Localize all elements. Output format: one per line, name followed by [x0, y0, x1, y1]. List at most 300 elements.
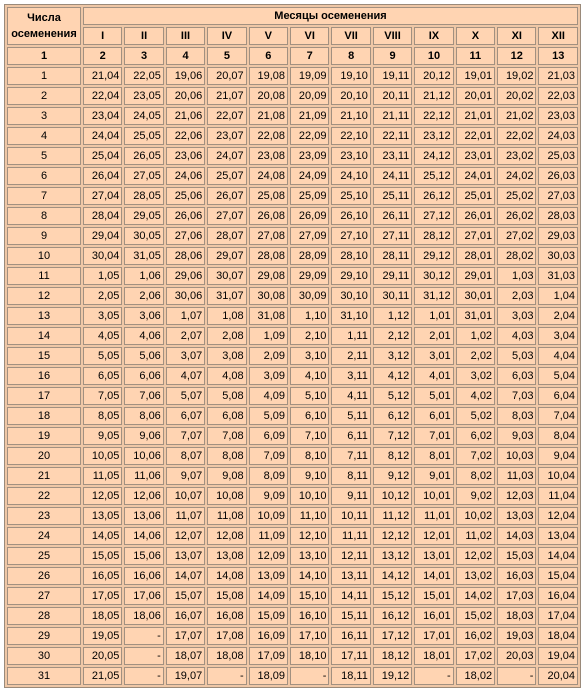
date-cell: 22,05: [124, 67, 163, 85]
date-cell: 28,01: [456, 247, 495, 265]
date-cell: 20,01: [456, 87, 495, 105]
date-cell: 27,07: [207, 207, 246, 225]
date-cell: 21,06: [166, 107, 205, 125]
date-cell: 19,11: [373, 67, 412, 85]
day-number-cell: 14: [7, 327, 81, 345]
date-cell: 25,10: [331, 187, 370, 205]
date-cell: 23,01: [456, 147, 495, 165]
date-cell: 4,05: [83, 327, 122, 345]
date-cell: 10,11: [331, 507, 370, 525]
date-cell: 16,11: [331, 627, 370, 645]
date-cell: 12,01: [414, 527, 453, 545]
date-cell: 5,07: [166, 387, 205, 405]
date-cell: 5,11: [331, 407, 370, 425]
day-number-cell: 6: [7, 167, 81, 185]
table-row: [7, 67, 578, 85]
date-cell: 27,05: [124, 167, 163, 185]
day-number-cell: 26: [7, 567, 81, 585]
day-number-cell: 10: [7, 247, 81, 265]
date-cell: 8,05: [83, 407, 122, 425]
date-cell: 20,12: [414, 67, 453, 85]
date-cell: 20,11: [373, 87, 412, 105]
table-row: [7, 387, 578, 405]
date-cell: 11,11: [331, 527, 370, 545]
day-number-cell: 16: [7, 367, 81, 385]
date-cell: 28,02: [497, 247, 536, 265]
table-row: [7, 567, 578, 585]
date-cell: 15,11: [331, 607, 370, 625]
date-cell: 29,09: [290, 267, 329, 285]
date-cell: 17,04: [538, 607, 578, 625]
date-cell: 21,02: [497, 107, 536, 125]
date-cell: 1,08: [207, 307, 246, 325]
date-cell: 11,12: [373, 507, 412, 525]
date-cell: 20,10: [331, 87, 370, 105]
date-cell: 18,03: [497, 607, 536, 625]
date-cell: 1,03: [497, 267, 536, 285]
date-cell: 26,09: [290, 207, 329, 225]
month-header-cell: XI: [497, 27, 536, 45]
date-cell: 9,05: [83, 427, 122, 445]
date-cell: 29,07: [207, 247, 246, 265]
table-body: [7, 67, 578, 685]
date-cell: 13,09: [249, 567, 288, 585]
table-row: [7, 187, 578, 205]
column-number-cell: 2: [83, 47, 122, 65]
month-header-cell: XII: [538, 27, 578, 45]
date-cell: 21,05: [83, 667, 122, 685]
date-cell: 7,03: [497, 387, 536, 405]
date-cell: 6,10: [290, 407, 329, 425]
date-cell: 5,02: [456, 407, 495, 425]
date-cell: 24,02: [497, 167, 536, 185]
date-cell: 16,12: [373, 607, 412, 625]
day-number-cell: 17: [7, 387, 81, 405]
date-cell: 30,01: [456, 287, 495, 305]
day-number-cell: 12: [7, 287, 81, 305]
date-cell: 9,01: [414, 467, 453, 485]
date-cell: 2,05: [83, 287, 122, 305]
date-cell: 9,04: [538, 447, 578, 465]
date-cell: 8,06: [124, 407, 163, 425]
date-cell: 3,09: [249, 367, 288, 385]
date-cell: 12,08: [207, 527, 246, 545]
date-cell: 29,08: [249, 267, 288, 285]
date-cell: 6,11: [331, 427, 370, 445]
date-cell: 9,03: [497, 427, 536, 445]
date-cell: 30,05: [124, 227, 163, 245]
date-cell: 18,05: [83, 607, 122, 625]
date-cell: 6,03: [497, 367, 536, 385]
date-cell: 14,09: [249, 587, 288, 605]
day-column-header-line1: Числа: [27, 12, 61, 24]
date-cell: 13,05: [83, 507, 122, 525]
date-cell: 15,12: [373, 587, 412, 605]
month-header-cell: VIII: [373, 27, 412, 45]
date-cell: 1,09: [249, 327, 288, 345]
day-number-cell: 22: [7, 487, 81, 505]
table-row: [7, 307, 578, 325]
date-cell: 21,12: [414, 87, 453, 105]
date-cell: 15,01: [414, 587, 453, 605]
date-cell: 28,06: [166, 247, 205, 265]
date-cell: 26,11: [373, 207, 412, 225]
date-cell: 26,02: [497, 207, 536, 225]
date-cell: 5,03: [497, 347, 536, 365]
date-cell: 30,10: [331, 287, 370, 305]
date-cell: 10,10: [290, 487, 329, 505]
date-cell: 26,10: [331, 207, 370, 225]
month-header-cell: IV: [207, 27, 246, 45]
date-cell: 21,03: [538, 67, 578, 85]
date-cell: 21,11: [373, 107, 412, 125]
date-cell: 25,05: [124, 127, 163, 145]
date-cell: 4,02: [456, 387, 495, 405]
date-cell: 6,01: [414, 407, 453, 425]
date-cell: 18,12: [373, 647, 412, 665]
day-number-cell: 15: [7, 347, 81, 365]
date-cell: 17,10: [290, 627, 329, 645]
date-cell: 31,08: [249, 307, 288, 325]
table-row: [7, 267, 578, 285]
table-row: [7, 167, 578, 185]
date-cell: 13,12: [373, 547, 412, 565]
day-number-cell: 25: [7, 547, 81, 565]
date-cell: 23,09: [290, 147, 329, 165]
date-cell: 2,04: [538, 307, 578, 325]
date-cell: 4,04: [538, 347, 578, 365]
date-cell: 20,02: [497, 87, 536, 105]
day-number-cell: 21: [7, 467, 81, 485]
months-header: Месяцы осеменения: [83, 7, 578, 25]
date-cell: 24,09: [290, 167, 329, 185]
date-cell: 14,07: [166, 567, 205, 585]
date-cell: 2,07: [166, 327, 205, 345]
day-number-cell: 31: [7, 667, 81, 685]
date-cell: 14,05: [83, 527, 122, 545]
table-row: [7, 667, 578, 685]
date-cell: 4,11: [331, 387, 370, 405]
date-cell: 18,08: [207, 647, 246, 665]
date-cell: 1,01: [414, 307, 453, 325]
date-cell: 4,12: [373, 367, 412, 385]
date-cell: 10,05: [83, 447, 122, 465]
date-cell: 5,05: [83, 347, 122, 365]
date-cell: 17,02: [456, 647, 495, 665]
date-cell: 17,01: [414, 627, 453, 645]
date-cell: 12,04: [538, 507, 578, 525]
table-row: [7, 347, 578, 365]
date-cell: 28,11: [373, 247, 412, 265]
date-cell: 4,09: [249, 387, 288, 405]
date-cell: 22,11: [373, 127, 412, 145]
date-cell: 24,11: [373, 167, 412, 185]
date-cell: 23,05: [124, 87, 163, 105]
column-number-cell: 3: [124, 47, 163, 65]
date-cell: 23,06: [166, 147, 205, 165]
column-number-cell: 5: [207, 47, 246, 65]
date-cell: 12,03: [497, 487, 536, 505]
date-cell: 4,01: [414, 367, 453, 385]
date-cell: 15,03: [497, 547, 536, 565]
date-cell: 22,12: [414, 107, 453, 125]
month-header-cell: VII: [331, 27, 370, 45]
date-cell: 13,02: [456, 567, 495, 585]
date-cell: 5,06: [124, 347, 163, 365]
date-cell: 17,06: [124, 587, 163, 605]
month-header-row: [7, 27, 578, 45]
table-row: [7, 507, 578, 525]
table-row: [7, 147, 578, 165]
date-cell: 22,03: [538, 87, 578, 105]
date-cell: 18,09: [249, 667, 288, 685]
date-cell: 22,07: [207, 107, 246, 125]
date-cell: 4,03: [497, 327, 536, 345]
date-cell: 28,08: [249, 247, 288, 265]
day-number-cell: 19: [7, 427, 81, 445]
date-cell: 3,11: [331, 367, 370, 385]
date-cell: 15,06: [124, 547, 163, 565]
table-row: [7, 227, 578, 245]
date-cell: 22,09: [290, 127, 329, 145]
table-row: [7, 327, 578, 345]
date-cell: 21,08: [249, 107, 288, 125]
date-cell: 3,04: [538, 327, 578, 345]
date-cell: 11,05: [83, 467, 122, 485]
date-cell: 28,07: [207, 227, 246, 245]
date-cell: 3,05: [83, 307, 122, 325]
date-cell: 30,04: [83, 247, 122, 265]
date-cell: 20,08: [249, 87, 288, 105]
date-cell: 14,01: [414, 567, 453, 585]
date-cell: 12,02: [456, 547, 495, 565]
date-cell: 31,07: [207, 287, 246, 305]
date-cell: 10,07: [166, 487, 205, 505]
table-row: [7, 407, 578, 425]
date-cell: 25,09: [290, 187, 329, 205]
day-number-cell: 5: [7, 147, 81, 165]
date-cell: 1,06: [124, 267, 163, 285]
day-number-cell: 27: [7, 587, 81, 605]
date-cell: 13,11: [331, 567, 370, 585]
date-cell: 1,04: [538, 287, 578, 305]
date-cell: 9,08: [207, 467, 246, 485]
date-cell: 7,01: [414, 427, 453, 445]
date-cell: 16,10: [290, 607, 329, 625]
date-cell: 13,10: [290, 547, 329, 565]
date-cell: 9,07: [166, 467, 205, 485]
column-number-cell: 12: [497, 47, 536, 65]
date-cell: 23,07: [207, 127, 246, 145]
date-cell: 31,01: [456, 307, 495, 325]
day-number-cell: 3: [7, 107, 81, 125]
date-cell: 12,05: [83, 487, 122, 505]
column-number-cell: 6: [249, 47, 288, 65]
date-cell: 2,11: [331, 347, 370, 365]
day-number-cell: 11: [7, 267, 81, 285]
date-cell: -: [290, 667, 329, 685]
date-cell: 9,11: [331, 487, 370, 505]
date-cell: 23,11: [373, 147, 412, 165]
date-cell: 9,06: [124, 427, 163, 445]
table-row: [7, 427, 578, 445]
date-cell: 4,08: [207, 367, 246, 385]
date-cell: 8,02: [456, 467, 495, 485]
date-cell: 1,02: [456, 327, 495, 345]
date-cell: 26,12: [414, 187, 453, 205]
date-cell: 10,04: [538, 467, 578, 485]
calving-calendar: [4, 4, 581, 688]
date-cell: 12,11: [331, 547, 370, 565]
date-cell: 6,06: [124, 367, 163, 385]
date-cell: 17,09: [249, 647, 288, 665]
date-cell: 21,09: [290, 107, 329, 125]
date-cell: 19,09: [290, 67, 329, 85]
day-number-cell: 1: [7, 67, 81, 85]
date-cell: 11,06: [124, 467, 163, 485]
date-cell: 6,04: [538, 387, 578, 405]
date-cell: 30,09: [290, 287, 329, 305]
date-cell: 27,04: [83, 187, 122, 205]
date-cell: 26,04: [83, 167, 122, 185]
date-cell: 17,11: [331, 647, 370, 665]
date-cell: 25,06: [166, 187, 205, 205]
date-cell: 19,01: [456, 67, 495, 85]
date-cell: 10,06: [124, 447, 163, 465]
date-cell: -: [414, 667, 453, 685]
date-cell: 19,10: [331, 67, 370, 85]
date-cell: 21,07: [207, 87, 246, 105]
date-cell: 31,12: [414, 287, 453, 305]
date-cell: 24,12: [414, 147, 453, 165]
date-cell: 4,06: [124, 327, 163, 345]
date-cell: 15,10: [290, 587, 329, 605]
date-cell: 30,03: [538, 247, 578, 265]
column-number-cell: 8: [331, 47, 370, 65]
date-cell: 2,10: [290, 327, 329, 345]
date-cell: 30,11: [373, 287, 412, 305]
date-cell: 24,05: [124, 107, 163, 125]
date-cell: 18,11: [331, 667, 370, 685]
day-number-cell: 9: [7, 227, 81, 245]
date-cell: 23,04: [83, 107, 122, 125]
date-cell: 13,01: [414, 547, 453, 565]
date-cell: 24,10: [331, 167, 370, 185]
date-cell: 11,02: [456, 527, 495, 545]
date-cell: 8,10: [290, 447, 329, 465]
date-cell: 3,08: [207, 347, 246, 365]
date-cell: 27,01: [456, 227, 495, 245]
date-cell: 14,10: [290, 567, 329, 585]
date-cell: 26,07: [207, 187, 246, 205]
date-cell: 19,05: [83, 627, 122, 645]
date-cell: 12,10: [290, 527, 329, 545]
date-cell: 3,07: [166, 347, 205, 365]
date-cell: 2,12: [373, 327, 412, 345]
date-cell: 16,02: [456, 627, 495, 645]
column-number-cell: 10: [414, 47, 453, 65]
date-cell: 25,03: [538, 147, 578, 165]
date-cell: 26,03: [538, 167, 578, 185]
date-cell: 10,09: [249, 507, 288, 525]
table-row: [7, 627, 578, 645]
date-cell: 13,06: [124, 507, 163, 525]
date-cell: 26,01: [456, 207, 495, 225]
date-cell: 19,02: [497, 67, 536, 85]
date-cell: 8,11: [331, 467, 370, 485]
date-cell: 20,09: [290, 87, 329, 105]
date-cell: 7,10: [290, 427, 329, 445]
date-cell: 25,11: [373, 187, 412, 205]
date-cell: 25,04: [83, 147, 122, 165]
date-cell: 1,12: [373, 307, 412, 325]
date-cell: 27,12: [414, 207, 453, 225]
date-cell: 21,10: [331, 107, 370, 125]
date-cell: 15,02: [456, 607, 495, 625]
table-row: [7, 447, 578, 465]
date-cell: 26,08: [249, 207, 288, 225]
date-cell: 11,04: [538, 487, 578, 505]
date-cell: 14,08: [207, 567, 246, 585]
day-number-cell: 28: [7, 607, 81, 625]
calving-calendar-table: [4, 4, 581, 688]
date-cell: 19,07: [166, 667, 205, 685]
month-header-cell: III: [166, 27, 205, 45]
date-cell: 16,07: [166, 607, 205, 625]
date-cell: 19,06: [166, 67, 205, 85]
table-row: [7, 87, 578, 105]
date-cell: 17,05: [83, 587, 122, 605]
date-cell: 7,11: [331, 447, 370, 465]
date-cell: 25,07: [207, 167, 246, 185]
date-cell: 14,04: [538, 547, 578, 565]
date-cell: 12,06: [124, 487, 163, 505]
day-number-cell: 8: [7, 207, 81, 225]
date-cell: 8,09: [249, 467, 288, 485]
date-cell: 6,07: [166, 407, 205, 425]
day-number-cell: 20: [7, 447, 81, 465]
date-cell: 29,06: [166, 267, 205, 285]
date-cell: 2,03: [497, 287, 536, 305]
date-cell: 30,06: [166, 287, 205, 305]
column-number-cell: 13: [538, 47, 578, 65]
date-cell: 8,04: [538, 427, 578, 445]
date-cell: 18,02: [456, 667, 495, 685]
day-number-cell: 30: [7, 647, 81, 665]
date-cell: 22,04: [83, 87, 122, 105]
date-cell: 7,04: [538, 407, 578, 425]
date-cell: 2,09: [249, 347, 288, 365]
date-cell: 22,10: [331, 127, 370, 145]
date-cell: 8,01: [414, 447, 453, 465]
date-cell: 18,04: [538, 627, 578, 645]
date-cell: 28,10: [331, 247, 370, 265]
date-cell: 13,07: [166, 547, 205, 565]
date-cell: 15,08: [207, 587, 246, 605]
date-cell: 3,02: [456, 367, 495, 385]
date-cell: 23,08: [249, 147, 288, 165]
date-cell: 31,10: [331, 307, 370, 325]
date-cell: 17,08: [207, 627, 246, 645]
date-cell: 19,04: [538, 647, 578, 665]
date-cell: 23,12: [414, 127, 453, 145]
date-cell: 11,09: [249, 527, 288, 545]
date-cell: 21,04: [83, 67, 122, 85]
table-row: [7, 127, 578, 145]
date-cell: 18,06: [124, 607, 163, 625]
date-cell: 6,02: [456, 427, 495, 445]
date-cell: 23,03: [538, 107, 578, 125]
